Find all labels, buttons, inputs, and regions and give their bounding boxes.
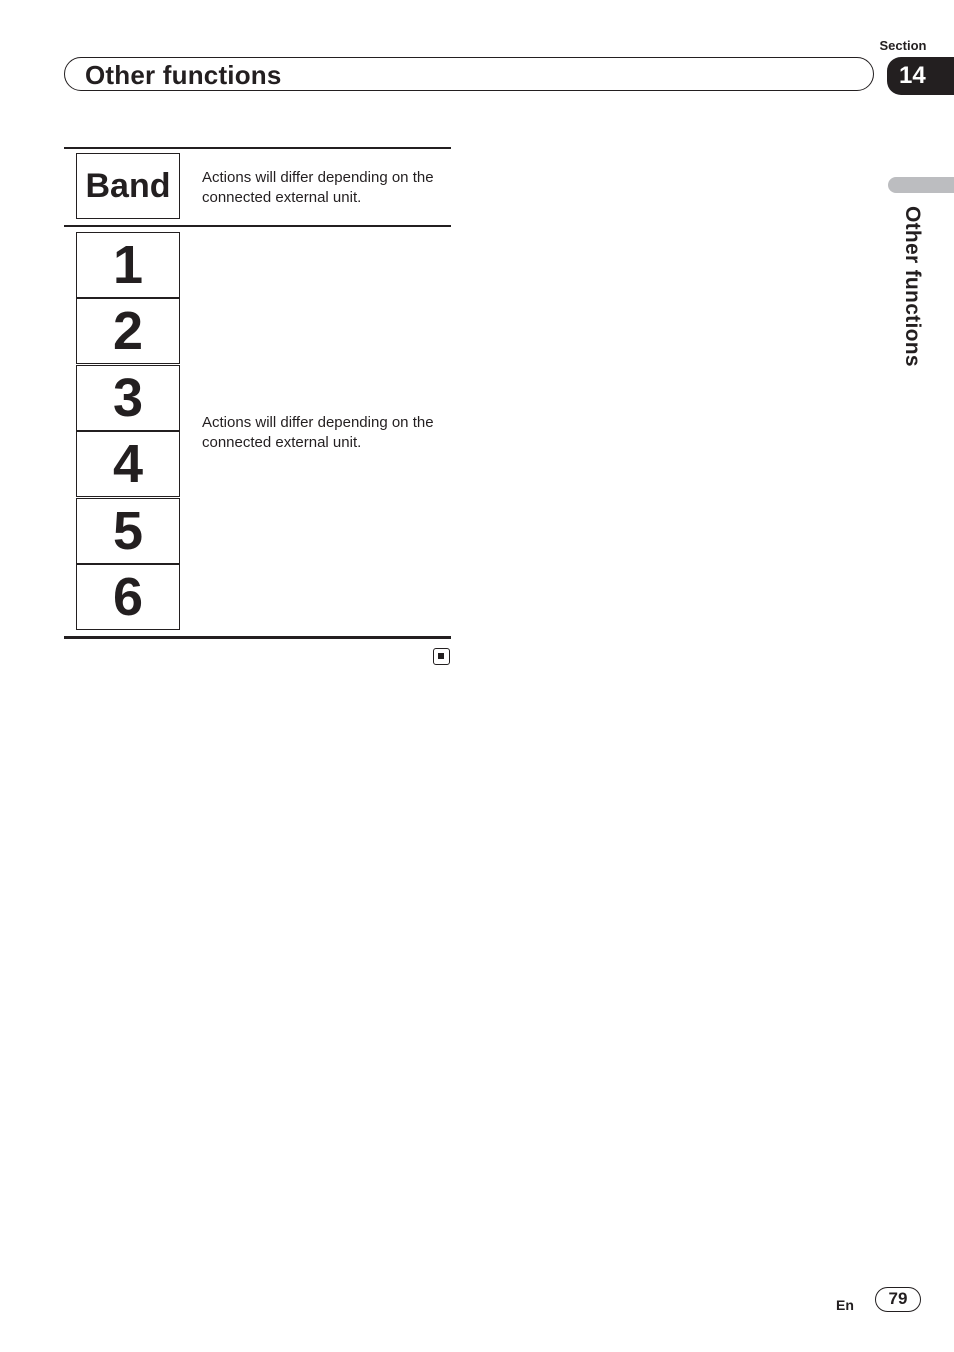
section-label: Section — [879, 38, 927, 53]
chapter-title: Other functions — [85, 60, 282, 90]
section-number-tab: 14 — [887, 57, 954, 95]
preset-key-3: 3 — [76, 365, 180, 431]
preset-key-6: 6 — [76, 564, 180, 630]
end-of-section-icon — [433, 648, 450, 665]
side-index-label: Other functions — [901, 206, 924, 367]
chapter-header — [64, 57, 874, 91]
table-row-divider — [64, 225, 451, 227]
preset-description: Actions will differ depending on the connected external unit. — [202, 414, 434, 451]
preset-key-4: 4 — [76, 431, 180, 497]
preset-key-2: 2 — [76, 298, 180, 364]
page-number: 79 — [875, 1287, 921, 1312]
preset-key-1: 1 — [76, 232, 180, 298]
band-key: Band — [76, 153, 180, 219]
side-index-marker — [888, 177, 954, 193]
band-description: Actions will differ depending on the connected external unit. — [202, 169, 434, 206]
language-label: En — [836, 1297, 854, 1313]
table-bottom-rule — [64, 636, 451, 639]
preset-key-5: 5 — [76, 498, 180, 564]
table-top-rule — [64, 147, 451, 149]
